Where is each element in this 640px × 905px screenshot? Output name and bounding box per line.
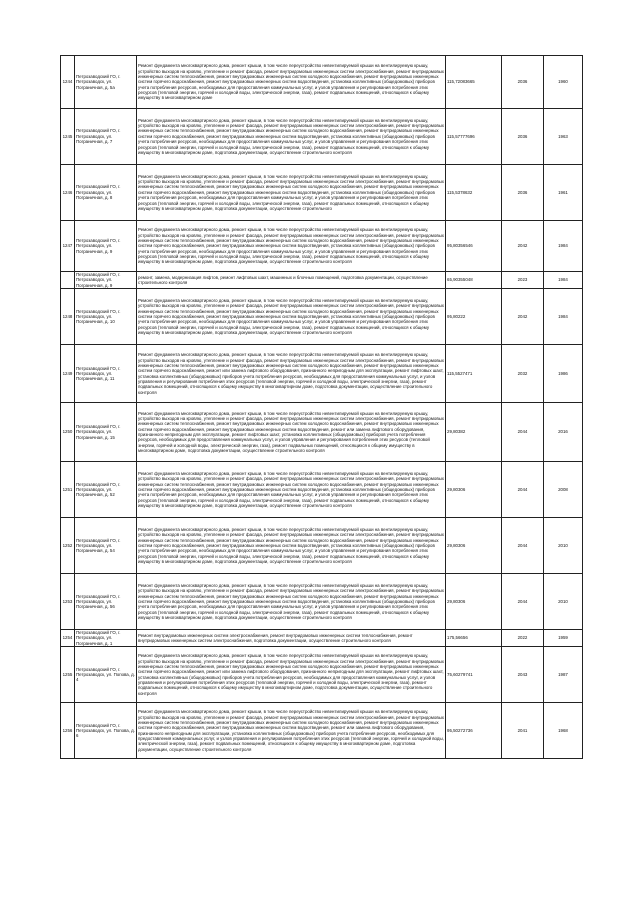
capital-repair-table <box>60 55 583 759</box>
table-row <box>61 109 583 165</box>
cost-cell-text: 75,60279741 <box>447 671 473 677</box>
planned-year-cell-text: 2036 <box>517 189 528 195</box>
works-description-cell-text: Ремонт фундамента многоквартирного дома, ремонт крыши, в том числе переустройство невентилируемой крыши на вентилируемую крышу, устройство выходов на кровлю, утепление и ремонт фасада, ремонт внутридомовых инженерных систем электроснабжения, ремонт внутридомовых инженерных систем теплоснабжения, ремонт внутридомовых инженерных систем холодного водоснабжения, ремонт внутридомовых инженерных систем горячего водоснабжения, ремонт внутридомовых инженерных систем водоотведения, установка коллективных (общедомовых) приборов учета потребления ресурсов, необходимых для предоставления коммунальных услуг, и узлов управления и регулирования потребления этих ресурсов (тепловой энергии, горячей и холодной воды, электрической энергии, газа), ремонт подвальных помещений, относящихся к общему имуществу в многоквартирном доме <box>138 63 445 101</box>
cost-cell <box>446 518 502 574</box>
cost-cell-text: 95,50272736 <box>447 727 473 733</box>
planned-year-cell <box>502 56 544 109</box>
build-year-cell <box>544 403 583 462</box>
works-description-cell <box>137 703 446 759</box>
planned-year-cell <box>502 403 544 462</box>
planned-year-cell <box>502 574 544 630</box>
planned-year-cell <box>502 165 544 221</box>
build-year-cell <box>544 518 583 574</box>
address-cell-text: Петрозаводский ГО, г. Петрозаводск, ул. Пограничная, д. 5а <box>76 73 121 90</box>
build-year-cell <box>544 630 583 647</box>
row-number-cell-text: 1248 <box>62 313 73 319</box>
address-cell-text: Петрозаводский ГО, г. Петрозаводск, ул. Пограничная, д. 1 <box>76 630 121 646</box>
build-year-cell <box>544 345 583 403</box>
planned-year-cell-text: 2042 <box>517 243 528 249</box>
planned-year-cell <box>502 462 544 518</box>
planned-year-cell <box>502 518 544 574</box>
table-body <box>61 56 583 759</box>
cost-cell-text: 115,57777696 <box>447 133 475 139</box>
works-description-cell <box>137 289 446 345</box>
cost-cell <box>446 574 502 630</box>
address-cell <box>75 518 137 574</box>
cost-cell-text: 65,90355048 <box>447 277 473 283</box>
row-number-cell <box>61 518 75 574</box>
address-cell-text: Петрозаводский ГО, г. Петрозаводск, ул. Пограничная, д. 9 <box>76 272 121 288</box>
row-number-cell <box>61 647 75 703</box>
address-cell <box>75 56 137 109</box>
build-year-cell <box>544 462 583 518</box>
works-description-cell <box>137 165 446 221</box>
build-year-cell-text: 1986 <box>558 370 568 376</box>
planned-year-cell <box>502 109 544 165</box>
address-cell <box>75 703 137 759</box>
row-number-cell <box>61 630 75 647</box>
planned-year-cell-text: 2044 <box>517 542 528 548</box>
row-number-cell-text: 1256 <box>62 727 73 733</box>
planned-year-cell-text: 2043 <box>517 671 528 677</box>
table-row <box>61 56 583 109</box>
address-cell-text: Петрозаводский ГО, г. Петрозаводск, ул. Пограничная, д. 15 <box>76 424 121 440</box>
planned-year-cell-text: 2022 <box>517 635 528 641</box>
row-number-cell <box>61 703 75 759</box>
address-cell-text: Петрозаводский ГО, г. Петрозаводск, ул. Пограничная, д. 7 <box>76 128 121 145</box>
planned-year-cell <box>502 289 544 345</box>
works-description-cell <box>137 403 446 462</box>
address-cell-text: Петрозаводский ГО, г. Петрозаводск, ул. Пограничная, д. 54 <box>76 537 121 554</box>
build-year-cell <box>544 165 583 221</box>
cost-cell <box>446 272 502 289</box>
row-number-cell-text: 1251 <box>62 486 73 492</box>
build-year-cell-text: 1960 <box>558 79 568 85</box>
build-year-cell-text: 2010 <box>558 598 568 604</box>
address-cell <box>75 345 137 403</box>
works-description-cell-text: Ремонт фундамента многоквартирного дома, ремонт крыши, в том числе переустройство невентилируемой крыши на вентилируемую крышу, устройство выходов на кровлю, утепление и ремонт фасада, ремонт внутридомовых инженерных систем электроснабжения, ремонт внутридомовых инженерных систем теплоснабжения, ремонт внутридомовых инженерных систем холодного водоснабжения, ремонт внутридомовых инженерных систем горячего водоснабжения, ремонт внутридомовых инженерных систем водоотведения, установка коллективных (общедомовых) приборов учета потребления ресурсов, необходимых для предоставления коммунальных услуг, и узлов управления и регулирования потребления этих ресурсов (тепловой энергии, горячей и холодной воды, электрической энергии, газа), ремонт подвальных помещений, относящихся к общему имуществу в многоквартирном доме, подготовка документации, осуществление строительного контроля <box>138 526 445 564</box>
cost-cell <box>446 221 502 272</box>
address-cell-text: Петрозаводский ГО, г. Петрозаводск, ул. Пограничная, д. 10 <box>76 308 121 325</box>
planned-year-cell-text: 2032 <box>517 370 528 376</box>
row-number-cell <box>61 462 75 518</box>
planned-year-cell <box>502 345 544 403</box>
cost-cell-text: 95,80222 <box>447 313 466 319</box>
works-description-cell <box>137 630 446 647</box>
table-row <box>61 518 583 574</box>
build-year-cell-text: 1968 <box>558 727 568 733</box>
works-description-cell-text: Ремонт фундамента многоквартирного дома, ремонт крыши, в том числе переустройство невентилируемой крыши на вентилируемую крышу, устройство выходов на кровлю, утепление и ремонт фасада, ремонт внутридомовых инженерных систем электроснабжения, ремонт внутридомовых инженерных систем теплоснабжения, ремонт внутридомовых инженерных систем холодного водоснабжения, ремонт внутридомовых инженерных систем горячего водоснабжения, ремонт внутридомовых инженерных систем водоотведения, установка коллективных (общедомовых) приборов учета потребления ресурсов, необходимых для предоставления коммунальных услуг, и узлов управления и регулирования потребления этих ресурсов (тепловой энергии, горячей и холодной воды, электрической энергии, газа), ремонт подвальных помещений, относящихся к общему имуществу в многоквартирном доме, подготовка документации, осуществление строительного контроля <box>138 297 445 335</box>
planned-year-cell <box>502 630 544 647</box>
row-number-cell <box>61 56 75 109</box>
table-row <box>61 630 583 647</box>
address-cell-text: Петрозаводский ГО, г. Петрозаводск, ул. Пограничная, д. 9 <box>76 237 121 254</box>
cost-cell <box>446 109 502 165</box>
works-description-cell-text: Ремонт фундамента многоквартирного дома, ремонт крыши, в том числе переустройство невентилируемой крыши на вентилируемую крышу, устройство выходов на кровлю, утепление и ремонт фасада, ремонт внутридомовых инженерных систем электроснабжения, ремонт внутридомовых инженерных систем теплоснабжения, ремонт внутридомовых инженерных систем холодного водоснабжения, ремонт внутридомовых инженерных систем горячего водоснабжения, ремонт внутридомовых инженерных систем водоотведения, ремонт или замена лифтового оборудования, признанного непригодным для эксплуатации, ремонт лифтовых шахт, установка коллективных (общедомовых) приборов учета потребления ресурсов, необходимых для предоставления коммунальных услуг, и узлов управления и регулирования потребления этих ресурсов (тепловой энергии, горячей и холодной воды, электрической энергии, газа), ремонт подвальных помещений, относящихся к общему имуществу в многоквартирном доме, подготовка документации, осуществление строительного контроля <box>138 410 445 454</box>
build-year-cell <box>544 703 583 759</box>
cost-cell <box>446 703 502 759</box>
row-number-cell-text: 1249 <box>62 370 73 376</box>
build-year-cell-text: 1963 <box>558 133 568 139</box>
cost-cell-text: 115,5378632 <box>447 189 473 195</box>
cost-cell-text: 175,56656 <box>447 635 468 641</box>
row-number-cell <box>61 574 75 630</box>
row-number-cell-text: 1245 <box>62 133 73 139</box>
works-description-cell <box>137 109 446 165</box>
planned-year-cell <box>502 703 544 759</box>
table-row <box>61 289 583 345</box>
works-description-cell <box>137 462 446 518</box>
works-description-cell-text: Ремонт фундамента многоквартирного дома, ремонт крыши, в том числе переустройство невентилируемой крыши на вентилируемую крышу, устройство выходов на кровлю, утепление и ремонт фасада, ремонт внутридомовых инженерных систем электроснабжения, ремонт внутридомовых инженерных систем теплоснабжения, ремонт внутридомовых инженерных систем холодного водоснабжения, ремонт внутридомовых инженерных систем горячего водоснабжения, ремонт или замена лифтового оборудования, признанного непригодным для эксплуатации, ремонт лифтовых шахт, установка коллективных (общедомовых) приборов учета потребления ресурсов, необходимых для предоставления коммунальных услуг, и узлов управления и регулирования потребления этих ресурсов (тепловой энергии, горячей и холодной воды, электрической энергии, газа), ремонт подвальных помещений, относящихся к общему имуществу в многоквартирном доме, подготовка документации, осуществление строительного контроля <box>138 352 445 395</box>
address-cell <box>75 647 137 703</box>
address-cell <box>75 165 137 221</box>
cost-cell <box>446 647 502 703</box>
row-number-cell <box>61 289 75 345</box>
works-description-cell <box>137 647 446 703</box>
cost-cell <box>446 462 502 518</box>
table-row <box>61 574 583 630</box>
row-number-cell-text: 1246 <box>62 189 73 195</box>
cost-cell-text: 29,80306 <box>447 598 466 604</box>
build-year-cell-text: 2010 <box>558 542 568 548</box>
row-number-cell <box>61 221 75 272</box>
cost-cell <box>446 289 502 345</box>
build-year-cell-text: 2016 <box>558 429 568 435</box>
planned-year-cell <box>502 221 544 272</box>
address-cell <box>75 272 137 289</box>
works-description-cell <box>137 221 446 272</box>
table-row <box>61 403 583 462</box>
build-year-cell <box>544 56 583 109</box>
address-cell-text: Петрозаводский ГО, г. Петрозаводск, ул. Пограничная, д. 8 <box>76 184 121 201</box>
cost-cell <box>446 630 502 647</box>
build-year-cell <box>544 272 583 289</box>
address-cell <box>75 109 137 165</box>
cost-cell <box>446 56 502 109</box>
address-cell-text: Петрозаводский ГО, г. Петрозаводск, ул. Пограничная, д. 52 <box>76 481 121 498</box>
build-year-cell-text: 2008 <box>558 486 568 492</box>
address-cell <box>75 630 137 647</box>
works-description-cell-text: Ремонт внутридомовых инженерных систем электроснабжения, ремонт внутридомовых инженерных систем теплоснабжения, ремонт внутридомовых инженерных систем электроснабжения, подготовка документации, осуществление строительного контроля <box>138 632 413 644</box>
address-cell-text: Петрозаводский ГО, г. Петрозаводск, ул. Попова, д. 6 <box>76 722 135 739</box>
cost-cell <box>446 345 502 403</box>
table-row <box>61 272 583 289</box>
row-number-cell-text: 1244 <box>62 79 73 85</box>
row-number-cell-text: 1250 <box>62 429 73 435</box>
works-description-cell-text: Ремонт фундамента многоквартирного дома, ремонт крыши, в том числе переустройство невентилируемой крыши на вентилируемую крышу, устройство выходов на кровлю, утепление и ремонт фасада, ремонт внутридомовых инженерных систем электроснабжения, ремонт внутридомовых инженерных систем теплоснабжения, ремонт внутридомовых инженерных систем холодного водоснабжения, ремонт внутридомовых инженерных систем горячего водоснабжения, ремонт внутридомовых инженерных систем водоотведения, установка коллективных (общедомовых) приборов учета потребления ресурсов, необходимых для предоставления коммунальных услуг, и узлов управления и регулирования потребления этих ресурсов (тепловой энергии, горячей и холодной воды, электрической энергии, газа), ремонт подвальных помещений, относящихся к общему имуществу в многоквартирном доме, подготовка документации, осуществление строительного контроля <box>138 117 445 155</box>
works-description-cell-text: Ремонт фундамента многоквартирного дома, ремонт крыши, в том числе переустройство невентилируемой крыши на вентилируемую крышу, устройство выходов на кровлю, утепление и ремонт фасада, ремонт внутридомовых инженерных систем электроснабжения, ремонт внутридомовых инженерных систем теплоснабжения, ремонт внутридомовых инженерных систем холодного водоснабжения, ремонт внутридомовых инженерных систем горячего водоснабжения, ремонт внутридомовых инженерных систем водоотведения, установка коллективных (общедомовых) приборов учета потребления ресурсов, необходимых для предоставления коммунальных услуг, и узлов управления и регулирования потребления этих ресурсов (тепловой энергии, горячей и холодной воды, электрической энергии, газа), ремонт подвальных помещений, относящихся к общему имуществу в многоквартирном доме, подготовка документации, осуществление строительного контроля <box>138 227 445 265</box>
table-row <box>61 703 583 759</box>
build-year-cell <box>544 221 583 272</box>
row-number-cell <box>61 109 75 165</box>
cost-cell-text: 115,5527471 <box>447 370 473 376</box>
planned-year-cell-text: 2036 <box>517 133 528 139</box>
address-cell-text: Петрозаводский ГО, г. Петрозаводск, ул. Попова, д. 4 <box>76 666 135 683</box>
works-description-cell-text: Ремонт фундамента многоквартирного дома, ремонт крыши, в том числе переустройство невентилируемой крыши на вентилируемую крышу, устройство выходов на кровлю, утепление и ремонт фасада, ремонт внутридомовых инженерных систем электроснабжения, ремонт внутридомовых инженерных систем теплоснабжения, ремонт внутридомовых инженерных систем холодного водоснабжения, ремонт внутридомовых инженерных систем горячего водоснабжения, ремонт внутридомовых инженерных систем водоотведения, установка коллективных (общедомовых) приборов учета потребления ресурсов, необходимых для предоставления коммунальных услуг, и узлов управления и регулирования потребления этих ресурсов (тепловой энергии, горячей и холодной воды, электрической энергии, газа), ремонт подвальных помещений, относящихся к общему имуществу в многоквартирном доме, подготовка документации, осуществление строительного контроля <box>138 470 445 508</box>
cost-cell-text: 29,80306 <box>447 486 466 492</box>
row-number-cell-text: 1253 <box>62 598 73 604</box>
planned-year-cell-text: 2041 <box>517 727 528 733</box>
planned-year-cell <box>502 647 544 703</box>
cost-cell-text: 29,80382 <box>447 429 466 435</box>
address-cell-text: Петрозаводский ГО, г. Петрозаводск, ул. Пограничная, д. 56 <box>76 593 121 610</box>
build-year-cell <box>544 289 583 345</box>
build-year-cell-text: 1961 <box>558 189 568 195</box>
planned-year-cell <box>502 272 544 289</box>
row-number-cell-text: 1247 <box>62 243 73 249</box>
cost-cell-text: 29,80306 <box>447 542 466 548</box>
table-row <box>61 221 583 272</box>
table-row <box>61 345 583 403</box>
row-number-cell <box>61 165 75 221</box>
planned-year-cell-text: 2036 <box>517 79 528 85</box>
works-description-cell <box>137 574 446 630</box>
address-cell <box>75 403 137 462</box>
address-cell <box>75 462 137 518</box>
planned-year-cell-text: 2042 <box>517 313 528 319</box>
row-number-cell-text: 1254 <box>62 635 73 641</box>
works-description-cell <box>137 345 446 403</box>
address-cell <box>75 574 137 630</box>
build-year-cell-text: 1987 <box>558 671 568 677</box>
works-description-cell <box>137 518 446 574</box>
works-description-cell-text: Ремонт фундамента многоквартирного дома, ремонт крыши, в том числе переустройство невентилируемой крыши на вентилируемую крышу, устройство выходов на кровлю, утепление и ремонт фасада, ремонт внутридомовых инженерных систем электроснабжения, ремонт внутридомовых инженерных систем теплоснабжения, ремонт внутридомовых инженерных систем холодного водоснабжения, ремонт внутридомовых инженерных систем горячего водоснабжения, ремонт внутридомовых инженерных систем водоотведения, установка коллективных (общедомовых) приборов учета потребления ресурсов, необходимых для предоставления коммунальных услуг, и узлов управления и регулирования потребления этих ресурсов (тепловой энергии, горячей и холодной воды, электрической энергии, газа), ремонт подвальных помещений, относящихся к общему имуществу в многоквартирном доме, подготовка документации, осуществление строительного контроля <box>138 582 445 620</box>
address-cell <box>75 221 137 272</box>
cost-cell-text: 115,72083665 <box>447 79 475 85</box>
row-number-cell-text: 1255 <box>62 671 73 677</box>
row-number-cell <box>61 272 75 289</box>
works-description-cell-text: ремонт, замена, модернизация лифтов, ремонт лифтовых шахт, машинных и блочных помещений, подготовка документации, осуществление строительного контроля <box>138 274 428 286</box>
build-year-cell-text: 1984 <box>558 313 568 319</box>
row-number-cell <box>61 345 75 403</box>
build-year-cell <box>544 647 583 703</box>
table-row <box>61 165 583 221</box>
planned-year-cell-text: 2044 <box>517 598 528 604</box>
build-year-cell <box>544 109 583 165</box>
planned-year-cell-text: 2044 <box>517 486 528 492</box>
table-row <box>61 647 583 703</box>
planned-year-cell-text: 2023 <box>517 277 528 283</box>
address-cell-text: Петрозаводский ГО, г. Петрозаводск, ул. Пограничная, д. 11 <box>76 365 121 382</box>
row-number-cell-text: 1252 <box>62 542 73 548</box>
address-cell <box>75 289 137 345</box>
works-description-cell-text: Ремонт фундамента многоквартирного дома, ремонт крыши, в том числе переустройство невентилируемой крыши на вентилируемую крышу, устройство выходов на кровлю, утепление и ремонт фасада, ремонт внутридомовых инженерных систем электроснабжения, ремонт внутридомовых инженерных систем теплоснабжения, ремонт внутридомовых инженерных систем холодного водоснабжения, ремонт внутридомовых инженерных систем горячего водоснабжения, ремонт внутридомовых инженерных систем водоотведения, установка коллективных (общедомовых) приборов учета потребления ресурсов, необходимых для предоставления коммунальных услуг, и узлов управления и регулирования потребления этих ресурсов (тепловой энергии, горячей и холодной воды, электрической энергии, газа), ремонт подвальных помещений, относящихся к общему имуществу в многоквартирном доме, подготовка документации, осуществление строительного <box>138 173 445 211</box>
works-description-cell-text: Ремонт фундамента многоквартирного дома, ремонт крыши, в том числе переустройство невентилируемой крыши на вентилируемую крышу, устройство выходов на кровлю, утепление и ремонт фасада, ремонт внутридомовых инженерных систем электроснабжения, ремонт внутридомовых инженерных систем теплоснабжения, ремонт внутридомовых инженерных систем холодного водоснабжения, ремонт внутридомовых инженерных систем горячего водоснабжения, ремонт или замена лифтового оборудования, признанного непригодным для эксплуатации, ремонт лифтовых шахт, установка коллективных (общедомовых) приборов учета потребления ресурсов, необходимых для предоставления коммунальных услуг, и узлов управления и регулирования потребления этих ресурсов (тепловой энергии, горячей и холодной воды, электрической энергии, газа), ремонт подвальных помещений, относящихся к общему имуществу в многоквартирном доме, подготовка документации, осуществление строительного контроля <box>138 653 445 696</box>
build-year-cell <box>544 574 583 630</box>
build-year-cell-text: 1959 <box>558 635 568 641</box>
cost-cell-text: 95,80356546 <box>447 243 473 249</box>
row-number-cell <box>61 403 75 462</box>
works-description-cell <box>137 272 446 289</box>
build-year-cell-text: 1984 <box>558 277 568 283</box>
planned-year-cell-text: 2044 <box>517 429 528 435</box>
cost-cell <box>446 403 502 462</box>
works-description-cell-text: Ремонт фундамента многоквартирного дома, ремонт крыши, в том числе переустройство невентилируемой крыши на вентилируемую крышу, устройство выходов на кровлю, утепление и ремонт фасада, ремонт внутридомовых инженерных систем электроснабжения, ремонт внутридомовых инженерных систем теплоснабжения, ремонт внутридомовых инженерных систем холодного водоснабжения, ремонт внутридомовых инженерных систем горячего водоснабжения, ремонт внутридомовых инженерных систем водоотведения, ремонт или замена лифтового оборудования, признанного непригодным для эксплуатации, установка коллективных (общедомовых) приборов учета потребления ресурсов, необходимых для предоставления коммунальных услуг, и узлов управления и регулирования потребления этих ресурсов (тепловой энергии, горячей и холодной воды, электрической энергии, газа), ремонт подвальных помещений, относящихся к общему имуществу в многоквартирном доме, подготовка документации, осуществление строительного контроля <box>138 709 445 752</box>
cost-cell <box>446 165 502 221</box>
build-year-cell-text: 1984 <box>558 243 568 249</box>
table-row <box>61 462 583 518</box>
works-description-cell <box>137 56 446 109</box>
